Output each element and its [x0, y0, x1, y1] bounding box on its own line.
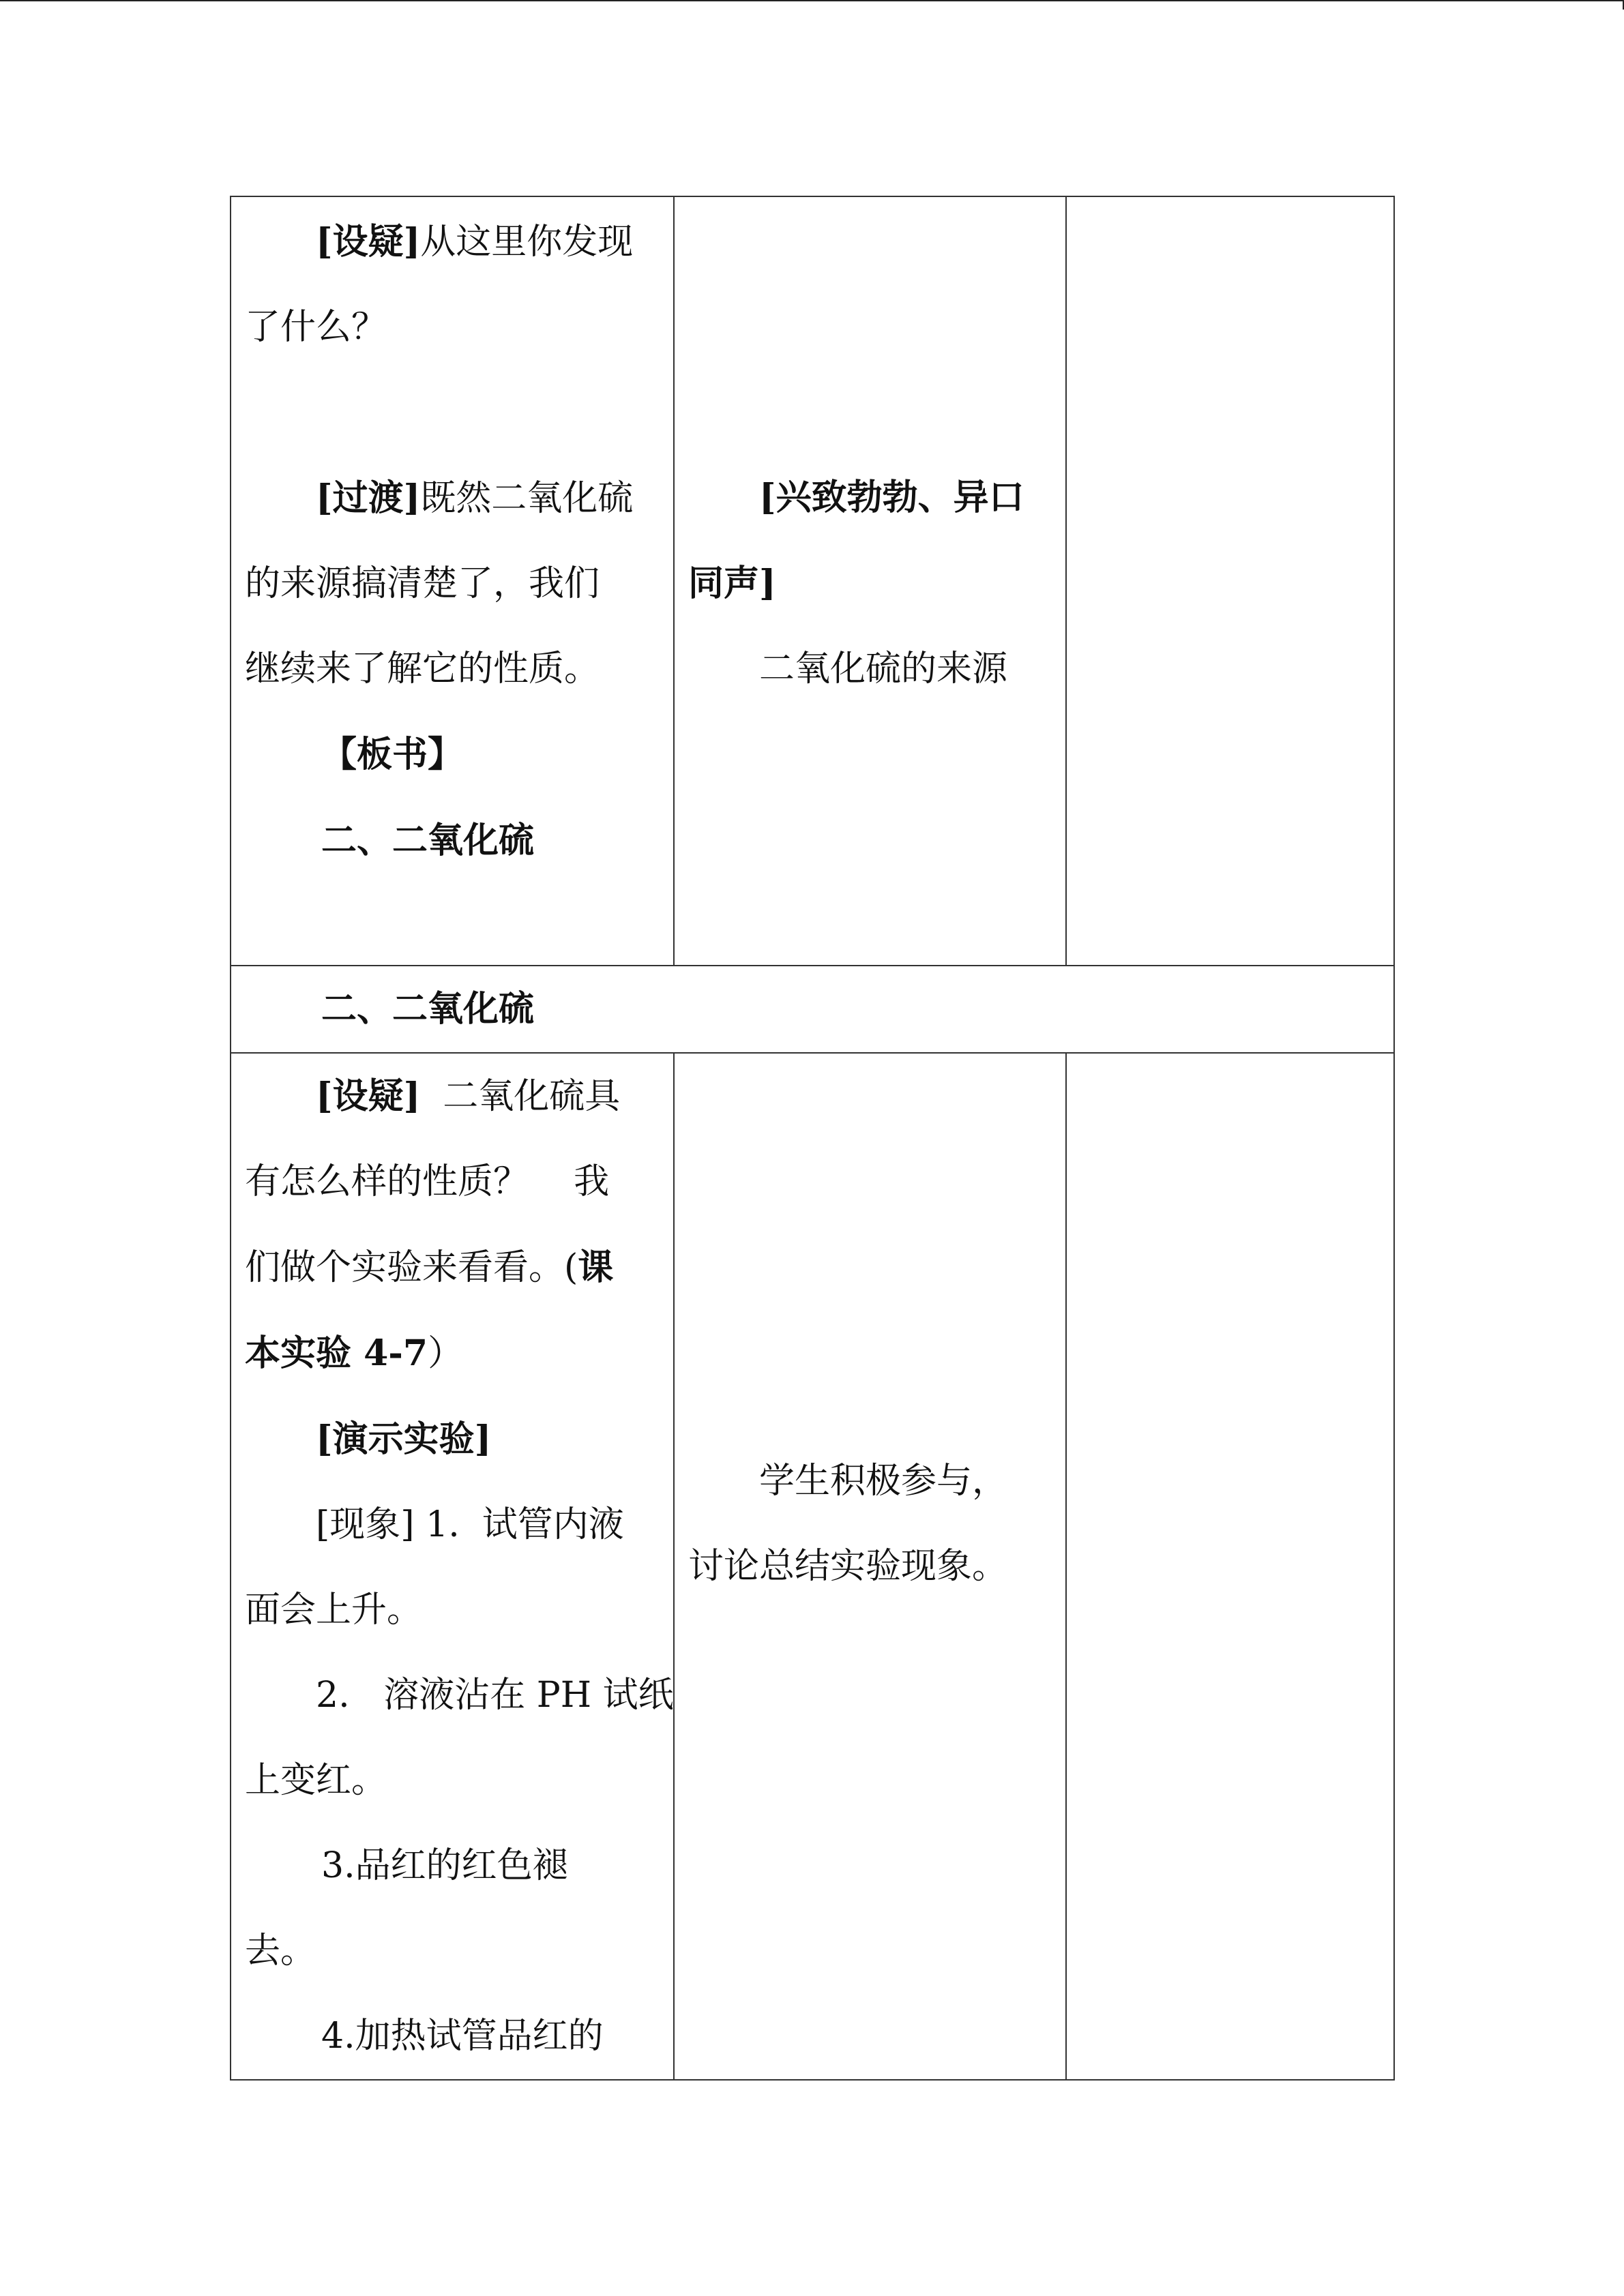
table-row — [231, 196, 1394, 966]
question-tag: [设疑] — [316, 1075, 421, 1117]
transition-line-3: 继续来了解它的性质。 — [245, 648, 600, 689]
board-label: 【板书】 — [321, 734, 464, 775]
transition-tag: [过渡] — [316, 477, 421, 519]
transition-line: [过渡]既然二氧化硫 — [316, 477, 634, 519]
student-activity-cell — [674, 196, 1066, 966]
transition-line-2: 的来源搞清楚了，我们 — [245, 563, 600, 604]
question-line-2: 了什么？ — [245, 307, 387, 348]
board-heading: 二、二氧化硫 — [321, 820, 535, 861]
question-line-4: 本实验 4-7） — [245, 1332, 464, 1374]
phenomenon-2-cont: 上变红。 — [245, 1760, 387, 1801]
question-line-2: 有怎么样的性质？ 我 — [245, 1161, 610, 1202]
question-line-3: 们做个实验来看看。(课 — [245, 1247, 614, 1288]
phenomenon-3: 3.品红的红色褪 — [321, 1845, 568, 1886]
teacher-activity-cell — [231, 1053, 674, 2080]
student-response-line: [兴致勃勃、异口 — [759, 477, 1024, 518]
phenomenon-3-cont: 去。 — [245, 1930, 316, 1971]
section-title: 二、二氧化硫 — [321, 988, 535, 1030]
teacher-activity-cell — [231, 196, 674, 966]
page-top-rule — [0, 0, 1624, 1]
phenomenon-1-cont: 面会上升。 — [245, 1590, 423, 1630]
phenomenon-4: 4.加热试管品红的 — [321, 2016, 604, 2057]
notes-cell — [1066, 196, 1394, 966]
question-line: [设疑] 二氧化硫具 — [316, 1075, 621, 1117]
student-response-line-2: 讨论总结实验现象。 — [688, 1545, 1008, 1587]
lesson-plan-table — [230, 196, 1395, 2081]
phenomenon-1: [现象] 1. 试管内液 — [316, 1504, 624, 1545]
notes-cell — [1066, 1053, 1394, 2080]
textbook-ref-start: 课 — [578, 1247, 614, 1288]
table-row — [231, 966, 1394, 1053]
table-row — [231, 1053, 1394, 2080]
student-activity-cell — [674, 1053, 1066, 2080]
textbook-ref: 本实验 4-7 — [245, 1332, 428, 1374]
phenomenon-2: 2. 溶液沾在 PH 试纸 — [316, 1675, 674, 1716]
demo-label: [演示实验] — [316, 1418, 492, 1460]
section-title-cell — [231, 966, 1394, 1053]
student-response-line-2: 同声] — [688, 563, 776, 604]
question-tag: [设疑] — [316, 221, 421, 263]
student-answer: 二氧化硫的来源 — [759, 648, 1008, 689]
student-response-line: 学生积极参与， — [759, 1460, 1008, 1502]
question-line: [设疑]从这里你发现 — [316, 221, 634, 263]
